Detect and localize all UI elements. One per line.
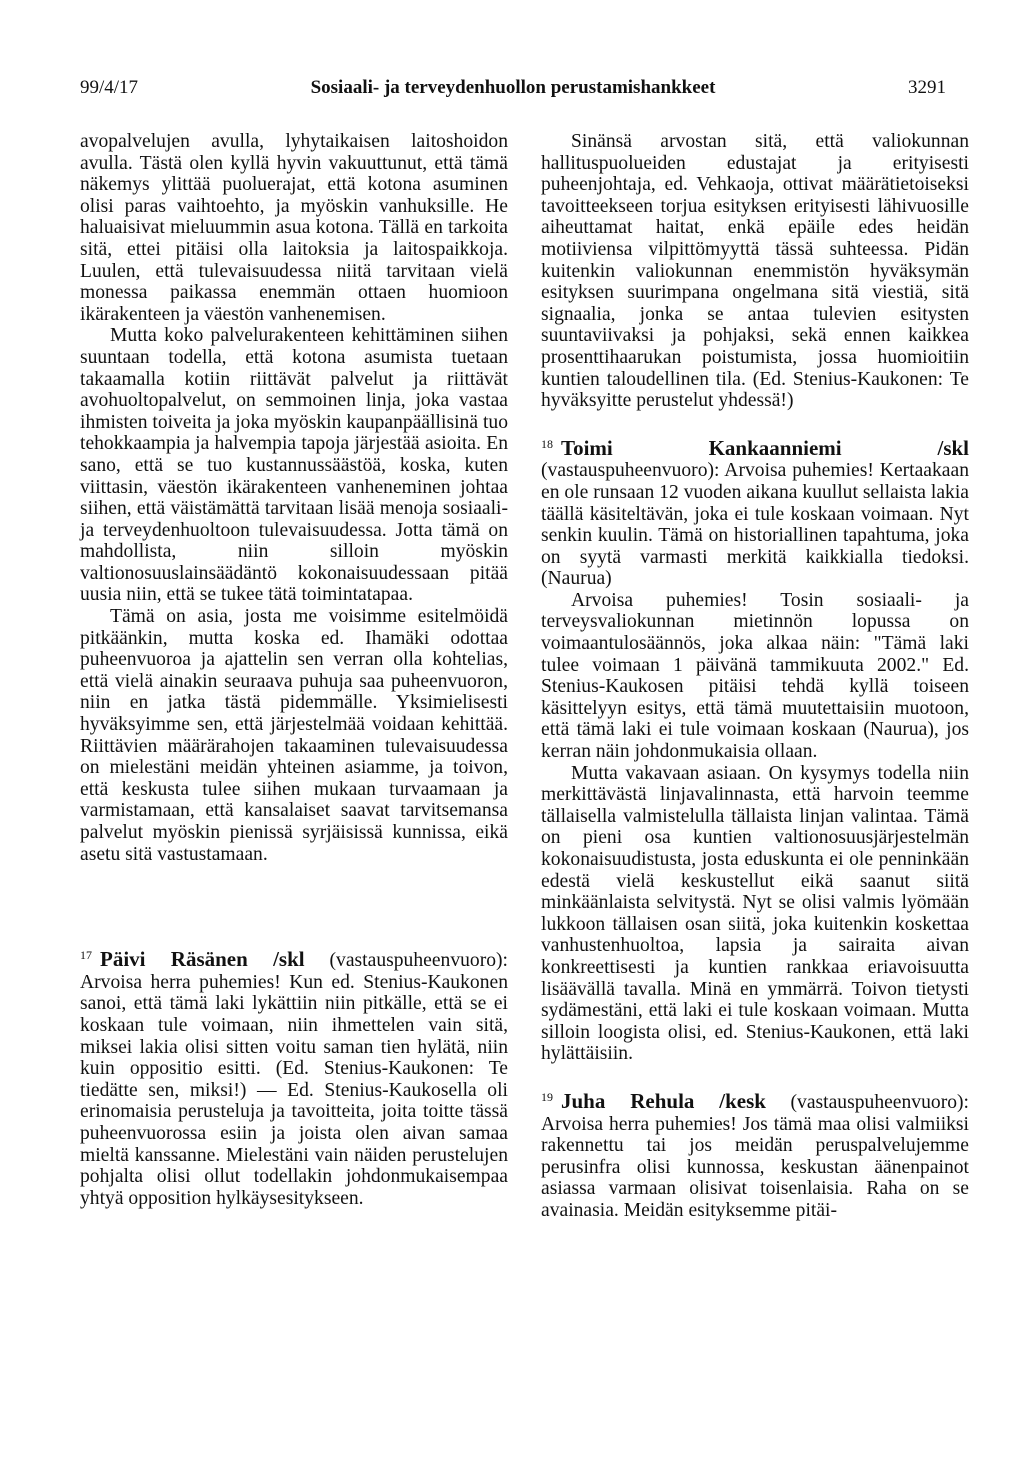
header-date: 99/4/17 [80, 77, 139, 98]
speaker-name: Toimi Kankaanniemi /skl [561, 435, 969, 460]
speech-number: 19 [541, 1089, 553, 1104]
header-page-number: 3291 [908, 77, 946, 98]
speech-17 [80, 945, 508, 1209]
speech-text: (vastauspuheenvuoro): Arvoisa puhemies! Kertaakaan en ole runsaan 12 vuoden aikana kuullut sellaista lakia täällä käsiteltävän, joka ei tule koskaan voimaan. Nyt senkin kuulin. Tämä on historiallinen tapahtuma, joka on syytä varmasti merkitä kaikkialla tiedoksi. (Naurua) [541, 460, 969, 590]
speech-number: 17 [80, 948, 92, 963]
speech-19 [541, 1087, 969, 1222]
speech-text: (vastauspuheenvuoro): Arvoisa herra puhemies! Jos tämä maa olisi valmiiksi rakennettu tai jos meidän peruspalvelujemme perusinfra olisi kunnossa, keskustan äänenpainot asiassa varmaan olisivat toisenlaisia. Raha on se avainasia. Meidän esityksemme pitäi- [541, 1091, 969, 1221]
paragraph: Tämä on asia, josta me voisimme esitelmöidä pitkäänkin, mutta koska ed. Ihamäki odottaa puheenvuoroa ja ajattelin sen verran olla kohtelias, että vielä ainakin seuraava puhuja saa puheenvuoron, niin en jatka tästä pidemmälle. Yksimielisesti hyväksyimme sen, että järjestelmää voidaan kehittää. Riittävien määrärahojen takaaminen tulevaisuudessa on mielestäni meidän yhteinen asiamme, ja toivon, että keskusta tulee siihen mukaan turvaamaan ja varmistamaan, että kansalaiset saavat tarvitsemansa palvelut myöskin pienissä syrjäisissä kunnissa, eikä asetu sitä vastustamaan. [80, 606, 508, 865]
paragraph: Arvoisa puhemies! Tosin sosiaali- ja terveysvaliokunnan mietinnön lopussa on voimaantulosäännös, joka alkaa näin: "Tämä laki tulee voimaan 1 päivänä tammikuuta 2002." Ed. Stenius-Kaukosen pitäisi tehdä kyllä toiseen käsittelyyn esitys, että tämä muutettaisiin muotoon, että tämä laki ei tule voimaan koskaan (Naurua), jos kerran näin johdonmukaisia ollaan. [541, 589, 969, 763]
paragraph: Mutta koko palvelurakenteen kehittäminen siihen suuntaan todella, että kotona asumista tuetaan takaamalla kotiin riittävät palvelut ja riittävät avohuoltopalvelut, on semmoinen linja, joka vastaa ihmisten toiveita ja joka myöskin kaupanpäällisinä tuo tehokkaampia ja halvempia tapoja järjestää asioita. En sano, että se tuo kustannussäästöä, koska, kuten viittasin, väestön ikärakenteen vanheneminen johtaa siihen, että väistämättä tarvitaan lisää menoja sosiaali- ja terveydenhuoltoon tulevaisuudessa. Jotta tämä on mahdollista, niin silloin myöskin valtionosuuslainsäädäntö kokonaisuudessaan pitää uusia niin, että se tukee tätä toimintatapaa. [80, 325, 508, 606]
right-column [541, 131, 969, 1222]
paragraph: Sinänsä arvostan sitä, että valiokunnan hallituspuolueiden edustajat ja erityisesti puheenjohtaja, ed. Vehkaoja, ottivat määrätietoiseksi tavoitteekseen torjua esityksen erityisesti lähivuosille aiheuttamat haitat, enkä epäile edes heidän motiiviensa vilpittömyyttä tässä suhteessa. Pidän kuitenkin valiokunnan enemmistön hyväksymän esityksen suurimpana ongelmana sitä viestiä, sitä signaalia, jonka se antaa tulevien esitysten suuntaviivaksi ja pohjaksi, sekä ennen kaikkea prosenttihaarukan poistumista, jossa huomioitiin kuntien taloudellinen tila. (Ed. Stenius-Kaukonen: Te hyväksyitte perustelut yhdessä!) [541, 131, 969, 412]
paragraph: Mutta vakavaan asiaan. On kysymys todella niin merkittävästä linjavalinnasta, että harvoin teemme tällaisella valmistelulla tällaista linjan valintaa. Tämä on pieni osa kuntien valtionosuusjärjestelmän kokonaisuudistusta, josta eduskunta ei ole penninkään edestä vielä keskustellut eikä saanut siitä minkäänlaista selvitystä. Nyt se olisi valmis lyömään lukkoon tällaisen osan siitä, joka kuitenkin koskettaa vanhustenhuoltoa, lapsia ja sairaita aivan konkreettisesti ja kuntien rankkaa eriavoisuutta lisäävällä tavalla. Minä en ymmärrä. Toivon tietysti sydämestäni, että laki ei tule koskaan voimaan. Mutta silloin loogista olisi, ed. Stenius-Kaukonen, että laki hylättäisiin. [541, 762, 969, 1065]
speaker-name: Juha Rehula /kesk [561, 1088, 766, 1113]
paragraph: avopalvelujen avulla, lyhytaikaisen laitoshoidon avulla. Tästä olen kyllä hyvin vakuuttunut, että tämä näkemys ylittää puoluerajat, että kotona asuminen olisi paras vaihtoehto, ja myöskin vanhuksille. He haluaisivat mieluummin asua kotona. Tällä en tarkoita sitä, ettei pitäisi olla laitoksia ja laitospaikkoja. Luulen, että tulevaisuudessa niitä tarvitaan vielä monessa paikassa enemmän ottaen huomioon ikärakenteen ja väestön vanhenemisen. [80, 131, 508, 325]
speaker-name: Päivi Räsänen /skl [100, 947, 305, 972]
speech-text: (vastauspuheenvuoro): Arvoisa herra puhemies! Kun ed. Stenius-Kaukonen sanoi, että tämä laki lykättiin niin pitkälle, että se ei koskaan tule voimaan, niin ihmettelen vain sitä, miksei lakia olisi sitten voitu saman tien hylätä, niin kuin oppositio esitti. (Ed. Stenius-Kaukonen: Te tiedätte sen, miksi!) — Ed. Stenius-Kaukosella oli erinomaisia perusteluja ja tavoitteita, joita toitte tässä puheenvuorossa esiin ja joista olen aivan samaa mieltä kanssanne. Mielestäni vain näiden perustelujen pohjalta olisi ollut todellakin johdonmukaisempaa yhtyä opposition hylkäysesitykseen. [80, 950, 508, 1209]
speech-number: 18 [541, 436, 553, 451]
page-header [80, 76, 946, 100]
left-column [80, 131, 508, 1209]
speech-18 [541, 434, 969, 590]
header-title: Sosiaali- ja terveydenhuollon perustamishankkeet [310, 77, 716, 98]
